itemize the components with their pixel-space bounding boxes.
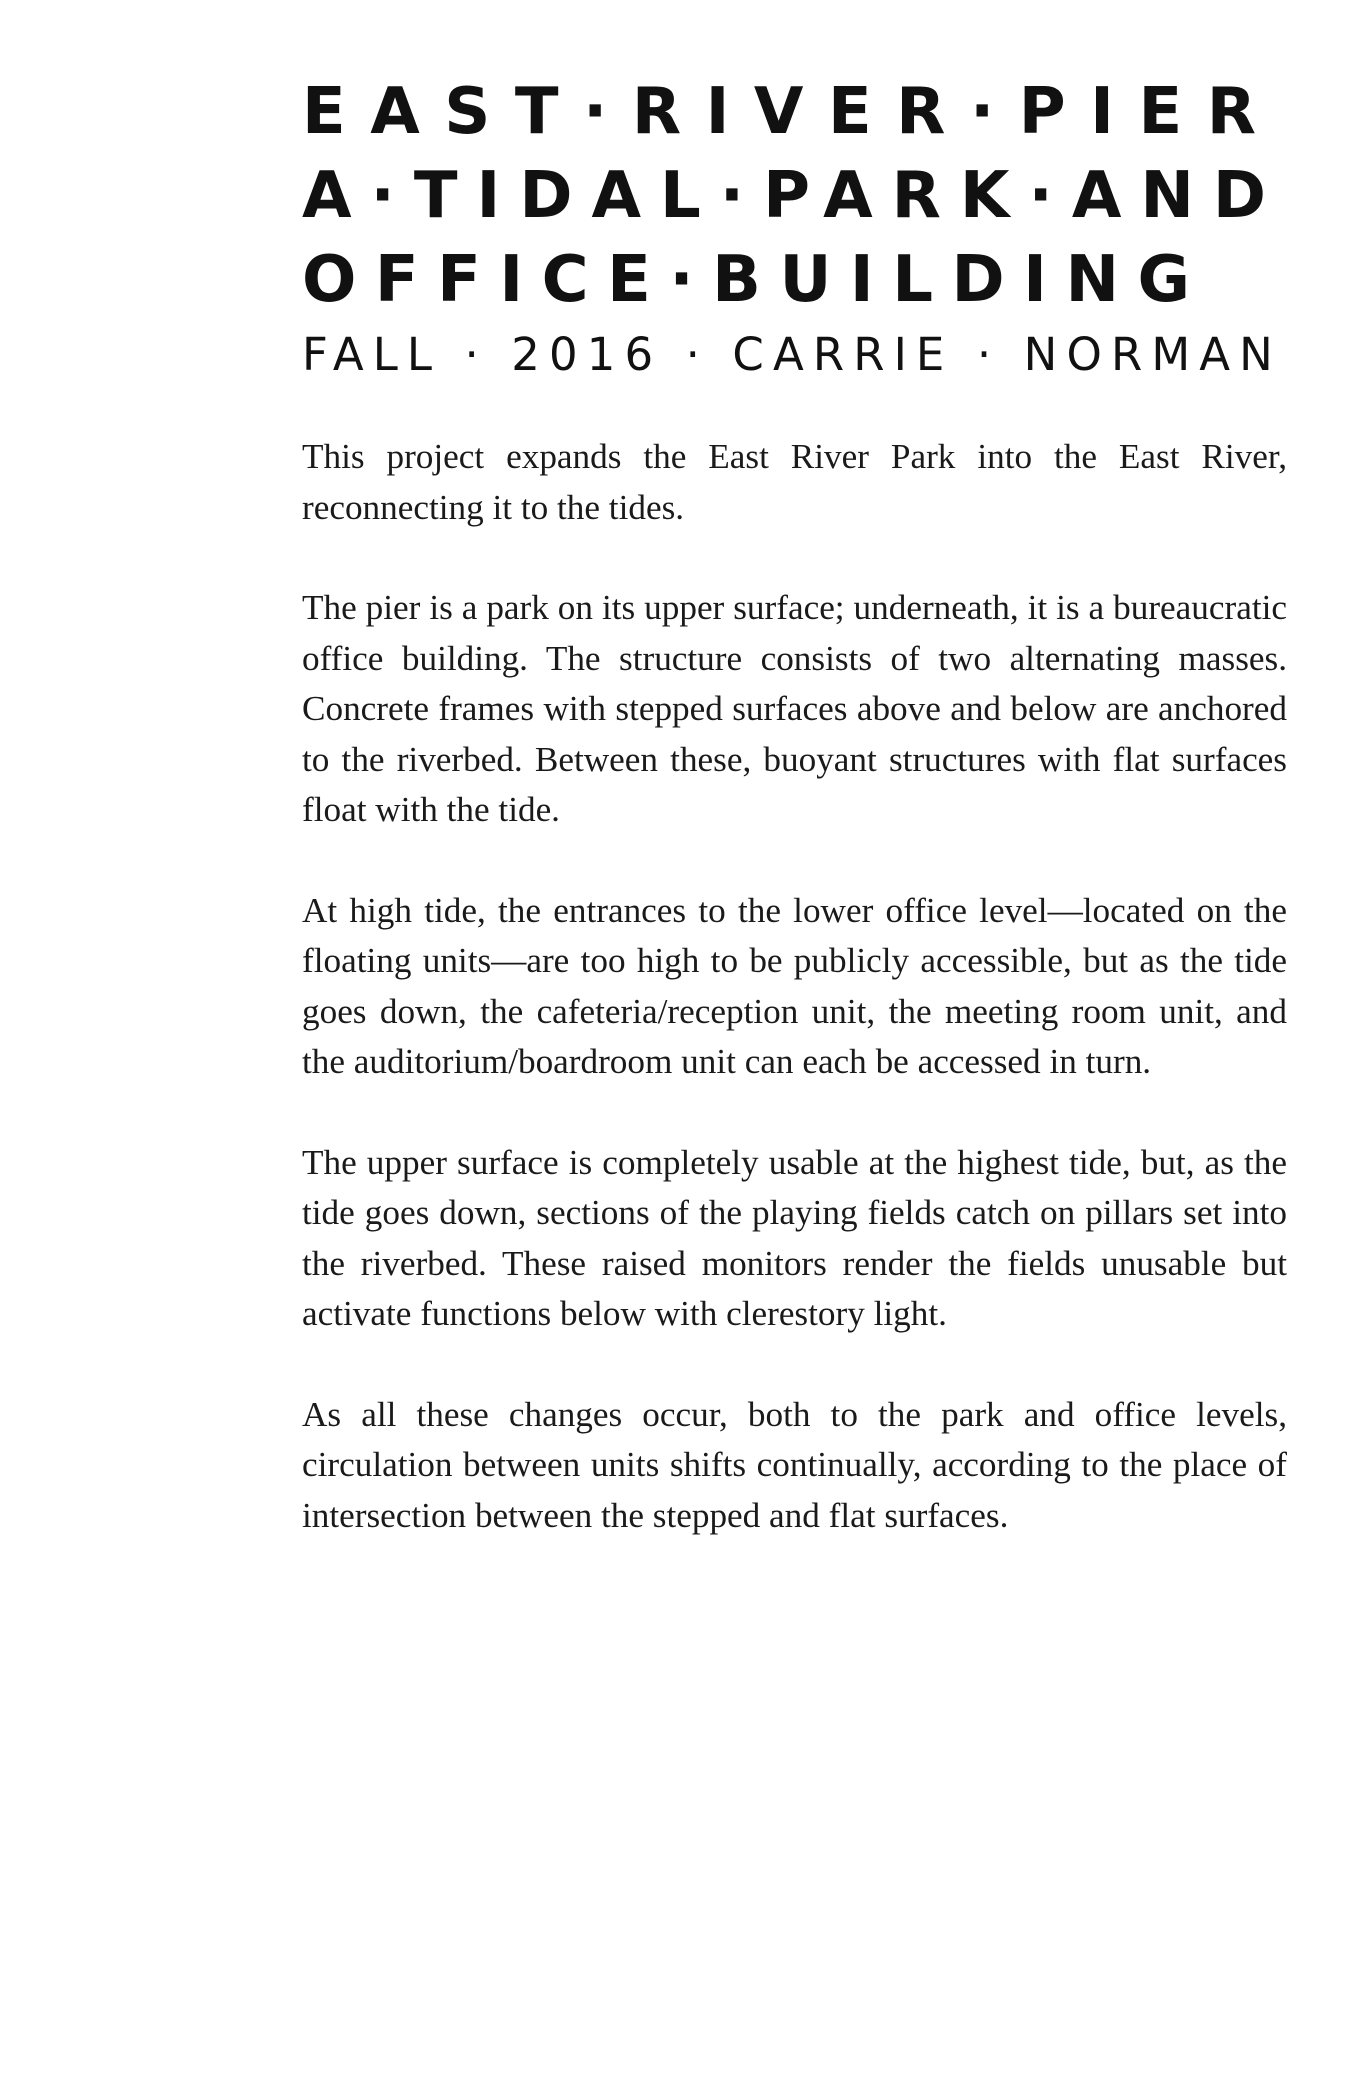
subtitle: FALL · 2016 · CARRIE · NORMAN [302, 328, 1282, 381]
title-line-3: OFFICE·BUILDING [302, 243, 1209, 317]
title-block [302, 70, 1287, 384]
paragraph-1: This project expands the East River Park into the East River, reconnecting it to the tides. [302, 437, 1287, 527]
paragraph-5: As all these changes occur, both to the park and office levels, circulation between units shifts continually, according to the place of intersection between the stepped and flat surfaces. [302, 1394, 1287, 1535]
document-content [302, 70, 1287, 1591]
title-line-1: EAST·RIVER·PIER [302, 75, 1281, 149]
paragraph-3: At high tide, the entrances to the lower office level—located on the floating units—are too high to be publicly accessible, but as the tide goes down, the cafeteria/reception unit, the meeting room unit, and the auditorium/boardroom unit can each be accessed in turn. [302, 890, 1287, 1081]
paragraph-4: The upper surface is completely usable at the highest tide, but, as the tide goes down, sections of the playing fields catch on pillars set into the riverbed. These raised monitors render the fields unusable but activate functions below with clerestory light. [302, 1142, 1287, 1333]
title-line-2: A·TIDAL·PARK·AND [302, 159, 1286, 233]
body-text [302, 432, 1287, 1541]
paragraph-2: The pier is a park on its upper surface; underneath, it is a bureaucratic office building. The structure consists of two alternating masses. Concrete frames with stepped surfaces above and below are anchored to the riverbed. Between these, buoyant structures with flat surfaces float with the tide. [302, 588, 1287, 829]
